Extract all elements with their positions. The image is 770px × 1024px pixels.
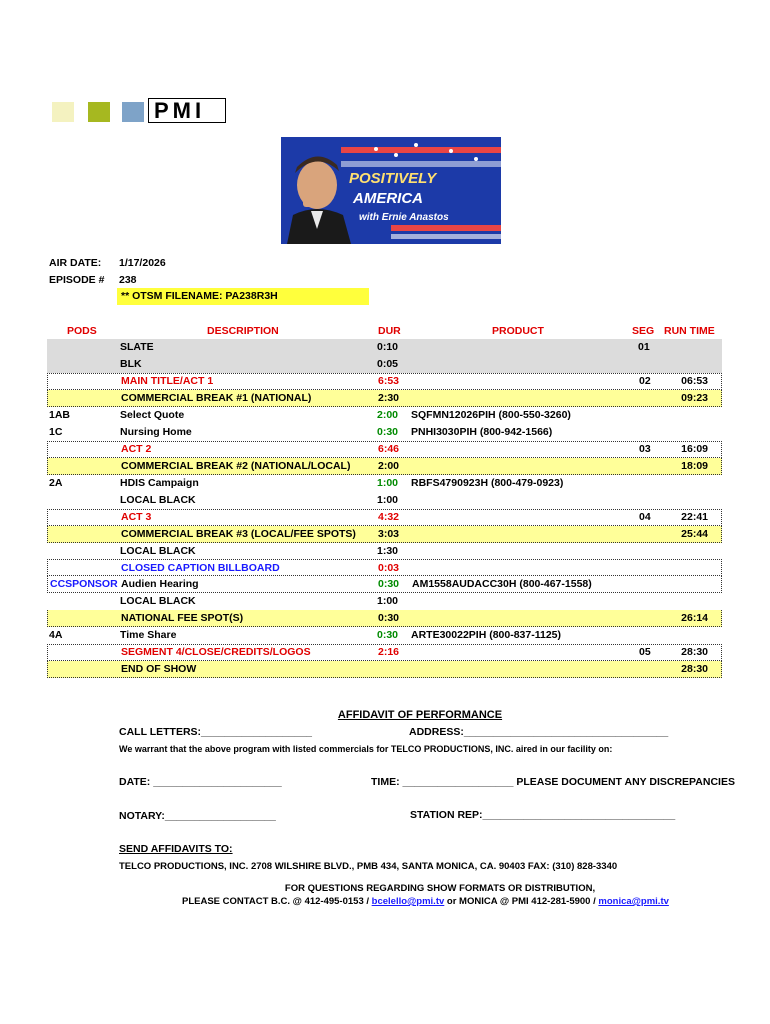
row-description: COMMERCIAL BREAK #2 (NATIONAL/LOCAL) bbox=[121, 460, 351, 472]
email-link-bc[interactable]: bcelello@pmi.tv bbox=[371, 896, 445, 907]
row-description: LOCAL BLACK bbox=[120, 595, 196, 607]
row-run-time: 06:53 bbox=[681, 375, 708, 387]
row-description: LOCAL BLACK bbox=[120, 494, 196, 506]
warrant-statement: We warrant that the above program with listed commercials for TELCO PRODUCTIONS, INC. aired in our facility on: bbox=[119, 744, 613, 754]
otsm-filename-box bbox=[117, 288, 369, 305]
table-row bbox=[47, 610, 722, 627]
row-seg: 04 bbox=[639, 511, 651, 523]
table-row bbox=[47, 492, 722, 510]
row-dur: 3:03 bbox=[378, 528, 400, 540]
table-row bbox=[47, 373, 722, 390]
row-dur: 6:53 bbox=[378, 375, 400, 387]
row-description: LOCAL BLACK bbox=[120, 545, 196, 557]
row-run-time: 25:44 bbox=[681, 528, 708, 540]
row-product: ARTE30022PIH (800-837-1125) bbox=[411, 629, 562, 641]
row-run-time: 28:30 bbox=[681, 663, 708, 675]
affidavit-title: AFFIDAVIT OF PERFORMANCE bbox=[337, 709, 503, 721]
row-description: SEGMENT 4/CLOSE/CREDITS/LOGOS bbox=[121, 646, 311, 658]
row-dur: 0:30 bbox=[378, 578, 400, 590]
row-run-time: 16:09 bbox=[681, 443, 708, 455]
send-affidavits-heading: SEND AFFIDAVITS TO: bbox=[119, 843, 233, 855]
air-date-value: 1/17/2026 bbox=[119, 257, 166, 269]
table-row bbox=[47, 356, 722, 374]
row-description: ACT 2 bbox=[121, 443, 152, 455]
row-pod: 1AB bbox=[49, 409, 71, 421]
row-description: COMMERCIAL BREAK #1 (NATIONAL) bbox=[121, 392, 312, 404]
row-seg: 02 bbox=[639, 375, 651, 387]
table-row bbox=[47, 627, 722, 645]
row-run-time: 26:14 bbox=[681, 612, 708, 624]
contact-mid: or MONICA @ PMI 412-281-5900 / bbox=[444, 896, 599, 907]
row-dur: 2:16 bbox=[378, 646, 400, 658]
table-row bbox=[47, 339, 722, 356]
col-dur: DUR bbox=[378, 325, 401, 337]
table-row bbox=[47, 593, 722, 611]
row-dur: 0:10 bbox=[377, 341, 399, 353]
row-description: COMMERCIAL BREAK #3 (LOCAL/FEE SPOTS) bbox=[121, 528, 356, 540]
logo-square-blue bbox=[122, 102, 144, 122]
table-row bbox=[47, 559, 722, 576]
address-field[interactable]: ADDRESS:___________________________________ bbox=[409, 726, 669, 738]
table-row bbox=[47, 441, 722, 458]
table-row bbox=[47, 407, 722, 424]
row-product: PNHI3030PIH (800-942-1566) bbox=[411, 426, 553, 438]
logo-square-olive bbox=[88, 102, 110, 122]
row-run-time: 09:23 bbox=[681, 392, 708, 404]
row-description: ACT 3 bbox=[121, 511, 152, 523]
col-product: PRODUCT bbox=[492, 325, 544, 337]
table-row bbox=[47, 661, 722, 678]
banner-title-line2: AMERICA bbox=[353, 190, 423, 207]
row-description: MAIN TITLE/ACT 1 bbox=[121, 375, 214, 387]
row-seg: 01 bbox=[638, 341, 650, 353]
logo-text: PMI bbox=[154, 98, 206, 123]
row-description: Time Share bbox=[120, 629, 177, 641]
episode-label: EPISODE # bbox=[49, 274, 105, 286]
row-description: Nursing Home bbox=[120, 426, 192, 438]
row-description: SLATE bbox=[120, 341, 154, 353]
table-row bbox=[47, 390, 722, 407]
col-description: DESCRIPTION bbox=[207, 325, 279, 337]
row-dur: 4:32 bbox=[378, 511, 400, 523]
row-dur: 1:00 bbox=[377, 477, 399, 489]
call-letters-field[interactable]: CALL LETTERS:___________________ bbox=[119, 726, 313, 738]
row-description: Audien Hearing bbox=[121, 578, 199, 590]
col-run-time: RUN TIME bbox=[664, 325, 715, 337]
contact-line bbox=[182, 896, 669, 907]
row-run-time: 22:41 bbox=[681, 511, 708, 523]
row-seg: 03 bbox=[639, 443, 651, 455]
row-pod: CCSPONSOR bbox=[50, 578, 118, 590]
row-run-time: 28:30 bbox=[681, 646, 708, 658]
telco-address: TELCO PRODUCTIONS, INC. 2708 WILSHIRE BLVD., PMB 434, SANTA MONICA, CA. 90403 FAX: (310) 828-3340 bbox=[119, 861, 618, 872]
otsm-filename: ** OTSM FILENAME: PA238R3H bbox=[121, 290, 278, 302]
row-pod: 2A bbox=[49, 477, 63, 489]
row-product: AM1558AUDACC30H (800-467-1558) bbox=[412, 578, 592, 590]
table-row bbox=[47, 424, 722, 442]
row-dur: 2:00 bbox=[377, 409, 399, 421]
logo-square-cream bbox=[52, 102, 74, 122]
show-banner bbox=[281, 137, 501, 244]
air-date-label: AIR DATE: bbox=[49, 257, 102, 269]
row-dur: 1:30 bbox=[377, 545, 399, 557]
row-dur: 0:03 bbox=[378, 562, 400, 574]
row-description: BLK bbox=[120, 358, 142, 370]
table-row bbox=[47, 543, 722, 560]
row-description: HDIS Campaign bbox=[120, 477, 199, 489]
questions-line: FOR QUESTIONS REGARDING SHOW FORMATS OR DISTRIBUTION, bbox=[284, 883, 596, 894]
table-row bbox=[47, 644, 722, 661]
pmi-logo bbox=[52, 98, 226, 123]
contact-prefix: PLEASE CONTACT B.C. @ 412-495-0153 / bbox=[182, 896, 372, 907]
table-row bbox=[47, 475, 722, 492]
time-field[interactable]: TIME: ___________________ PLEASE DOCUMENT ANY DISCREPANCIES bbox=[371, 776, 735, 788]
banner-title-line3: with Ernie Anastos bbox=[359, 212, 449, 223]
email-link-monica[interactable]: monica@pmi.tv bbox=[598, 896, 669, 907]
col-pods: PODS bbox=[67, 325, 97, 337]
row-description: NATIONAL FEE SPOT(S) bbox=[121, 612, 244, 624]
row-dur: 0:30 bbox=[377, 426, 399, 438]
row-dur: 2:30 bbox=[378, 392, 400, 404]
row-product: RBFS4790923H (800-479-0923) bbox=[411, 477, 564, 489]
row-dur: 2:00 bbox=[378, 460, 400, 472]
row-dur: 1:00 bbox=[377, 595, 399, 607]
row-description: Select Quote bbox=[120, 409, 185, 421]
row-product: SQFMN12026PIH (800-550-3260) bbox=[411, 409, 571, 421]
row-dur: 6:46 bbox=[378, 443, 400, 455]
row-pod: 1C bbox=[49, 426, 63, 438]
row-description: CLOSED CAPTION BILLBOARD bbox=[121, 562, 280, 574]
row-seg: 05 bbox=[639, 646, 651, 658]
row-dur: 1:00 bbox=[377, 494, 399, 506]
row-description: END OF SHOW bbox=[121, 663, 197, 675]
episode-value: 238 bbox=[119, 274, 137, 286]
table-row bbox=[47, 509, 722, 526]
station-rep-field[interactable]: STATION REP:_________________________________ bbox=[410, 809, 676, 821]
table-row bbox=[47, 526, 722, 543]
date-field[interactable]: DATE: ______________________ bbox=[119, 776, 282, 788]
row-run-time: 18:09 bbox=[681, 460, 708, 472]
row-pod: 4A bbox=[49, 629, 63, 641]
row-dur: 0:30 bbox=[378, 612, 400, 624]
table-row bbox=[47, 576, 722, 593]
table-row bbox=[47, 458, 722, 475]
row-dur: 0:30 bbox=[377, 629, 399, 641]
logo-box bbox=[148, 98, 226, 123]
col-seg: SEG bbox=[632, 325, 655, 337]
row-dur: 0:05 bbox=[377, 358, 399, 370]
notary-field[interactable]: NOTARY:___________________ bbox=[119, 810, 276, 822]
banner-title-line1: POSITIVELY bbox=[349, 170, 437, 187]
